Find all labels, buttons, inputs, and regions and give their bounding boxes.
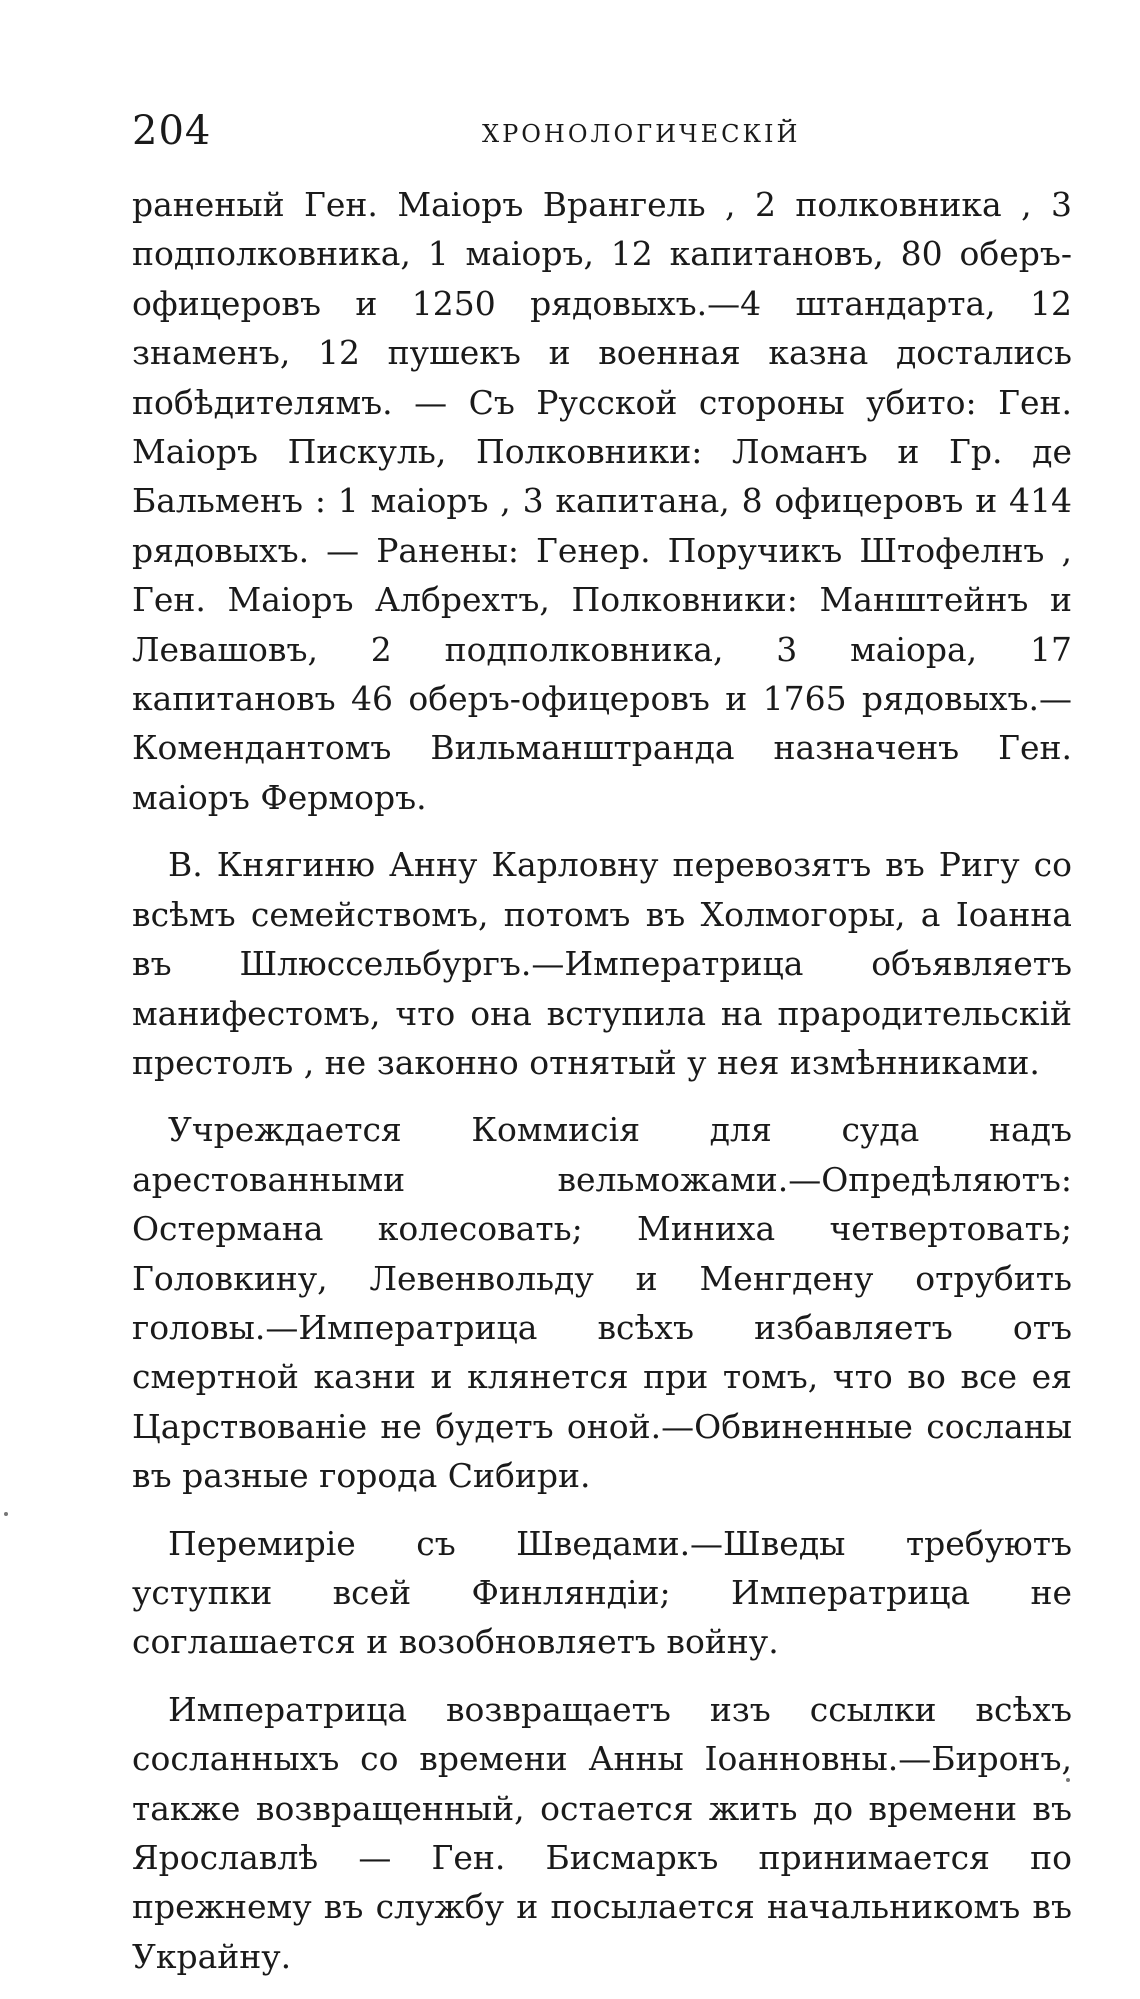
paragraph-1: раненый Ген. Маіоръ Врангель , 2 полковника , 3 подполковника, 1 маіоръ, 12 капитановъ, 80 оберъ-офицеровъ и 1250 рядовыхъ.—4 штандарта, 12 знаменъ, 12 пушекъ и военная казна достались побѣдителямъ. — Съ Русской стороны убито: Ген. Маіоръ Пискуль, Полковники: Ломанъ и Гр. де Бальменъ : 1 маіоръ , 3 капитана, 8 офицеровъ и 414 рядовыхъ. — Ранены: Генер. Поручикъ Штофелнъ , Ген. Маіоръ Албрехтъ, Полковники: Манштейнъ и Левашовъ, 2 подполковника, 3 маіора, 17 капитановъ 46 оберъ-офицеровъ и 1765 рядовыхъ.—Комендантомъ Вильманштранда назначенъ Ген. маіоръ Ферморъ. bbox=[132, 185, 1072, 817]
paper-speck bbox=[1066, 1778, 1070, 1782]
body-text bbox=[132, 180, 1072, 1999]
paper-speck bbox=[4, 1512, 8, 1516]
page-header bbox=[132, 108, 1072, 168]
paragraph-4: Перемиріе съ Шведами.—Шведы требуютъ уступки всей Финляндіи; Императрица не соглашается и возобновляетъ войну. bbox=[132, 1523, 1072, 1662]
paragraph-5: Императрица возвращаетъ изъ ссылки всѣхъ сосланныхъ со времени Анны Іоанновны.—Биронъ, также возвращенный, остается жить до времени въ Ярославлѣ — Ген. Бисмаркъ принимается по прежнему въ службу и посылается начальникомъ въ Украйну. bbox=[132, 1689, 1072, 1976]
paragraph-2: В. Княгиню Анну Карловну перевозятъ въ Ригу со всѣмъ семействомъ, потомъ въ Холмогоры, а Іоанна въ Шлюссельбургъ.—Императрица объявляетъ манифестомъ, что она вступила на прародительскій престолъ , не законно отнятый у нея измѣнниками. bbox=[132, 845, 1072, 1082]
page-number: 204 bbox=[132, 108, 212, 154]
paragraph-3: Учреждается Коммисія для суда надъ арестованными вельможами.—Опредѣляютъ: Остермана колесовать; Миниха четвертовать; Головкину, Левенвольду и Менгдену отрубить головы.—Императрица всѣхъ избавляетъ отъ смертной казни и клянется при томъ, что во все ея Царствованіе не будетъ оной.—Обвиненные сосланы въ разные города Сибири. bbox=[132, 1110, 1072, 1496]
running-head: ХРОНОЛОГИЧЕСКІЙ bbox=[482, 120, 801, 148]
